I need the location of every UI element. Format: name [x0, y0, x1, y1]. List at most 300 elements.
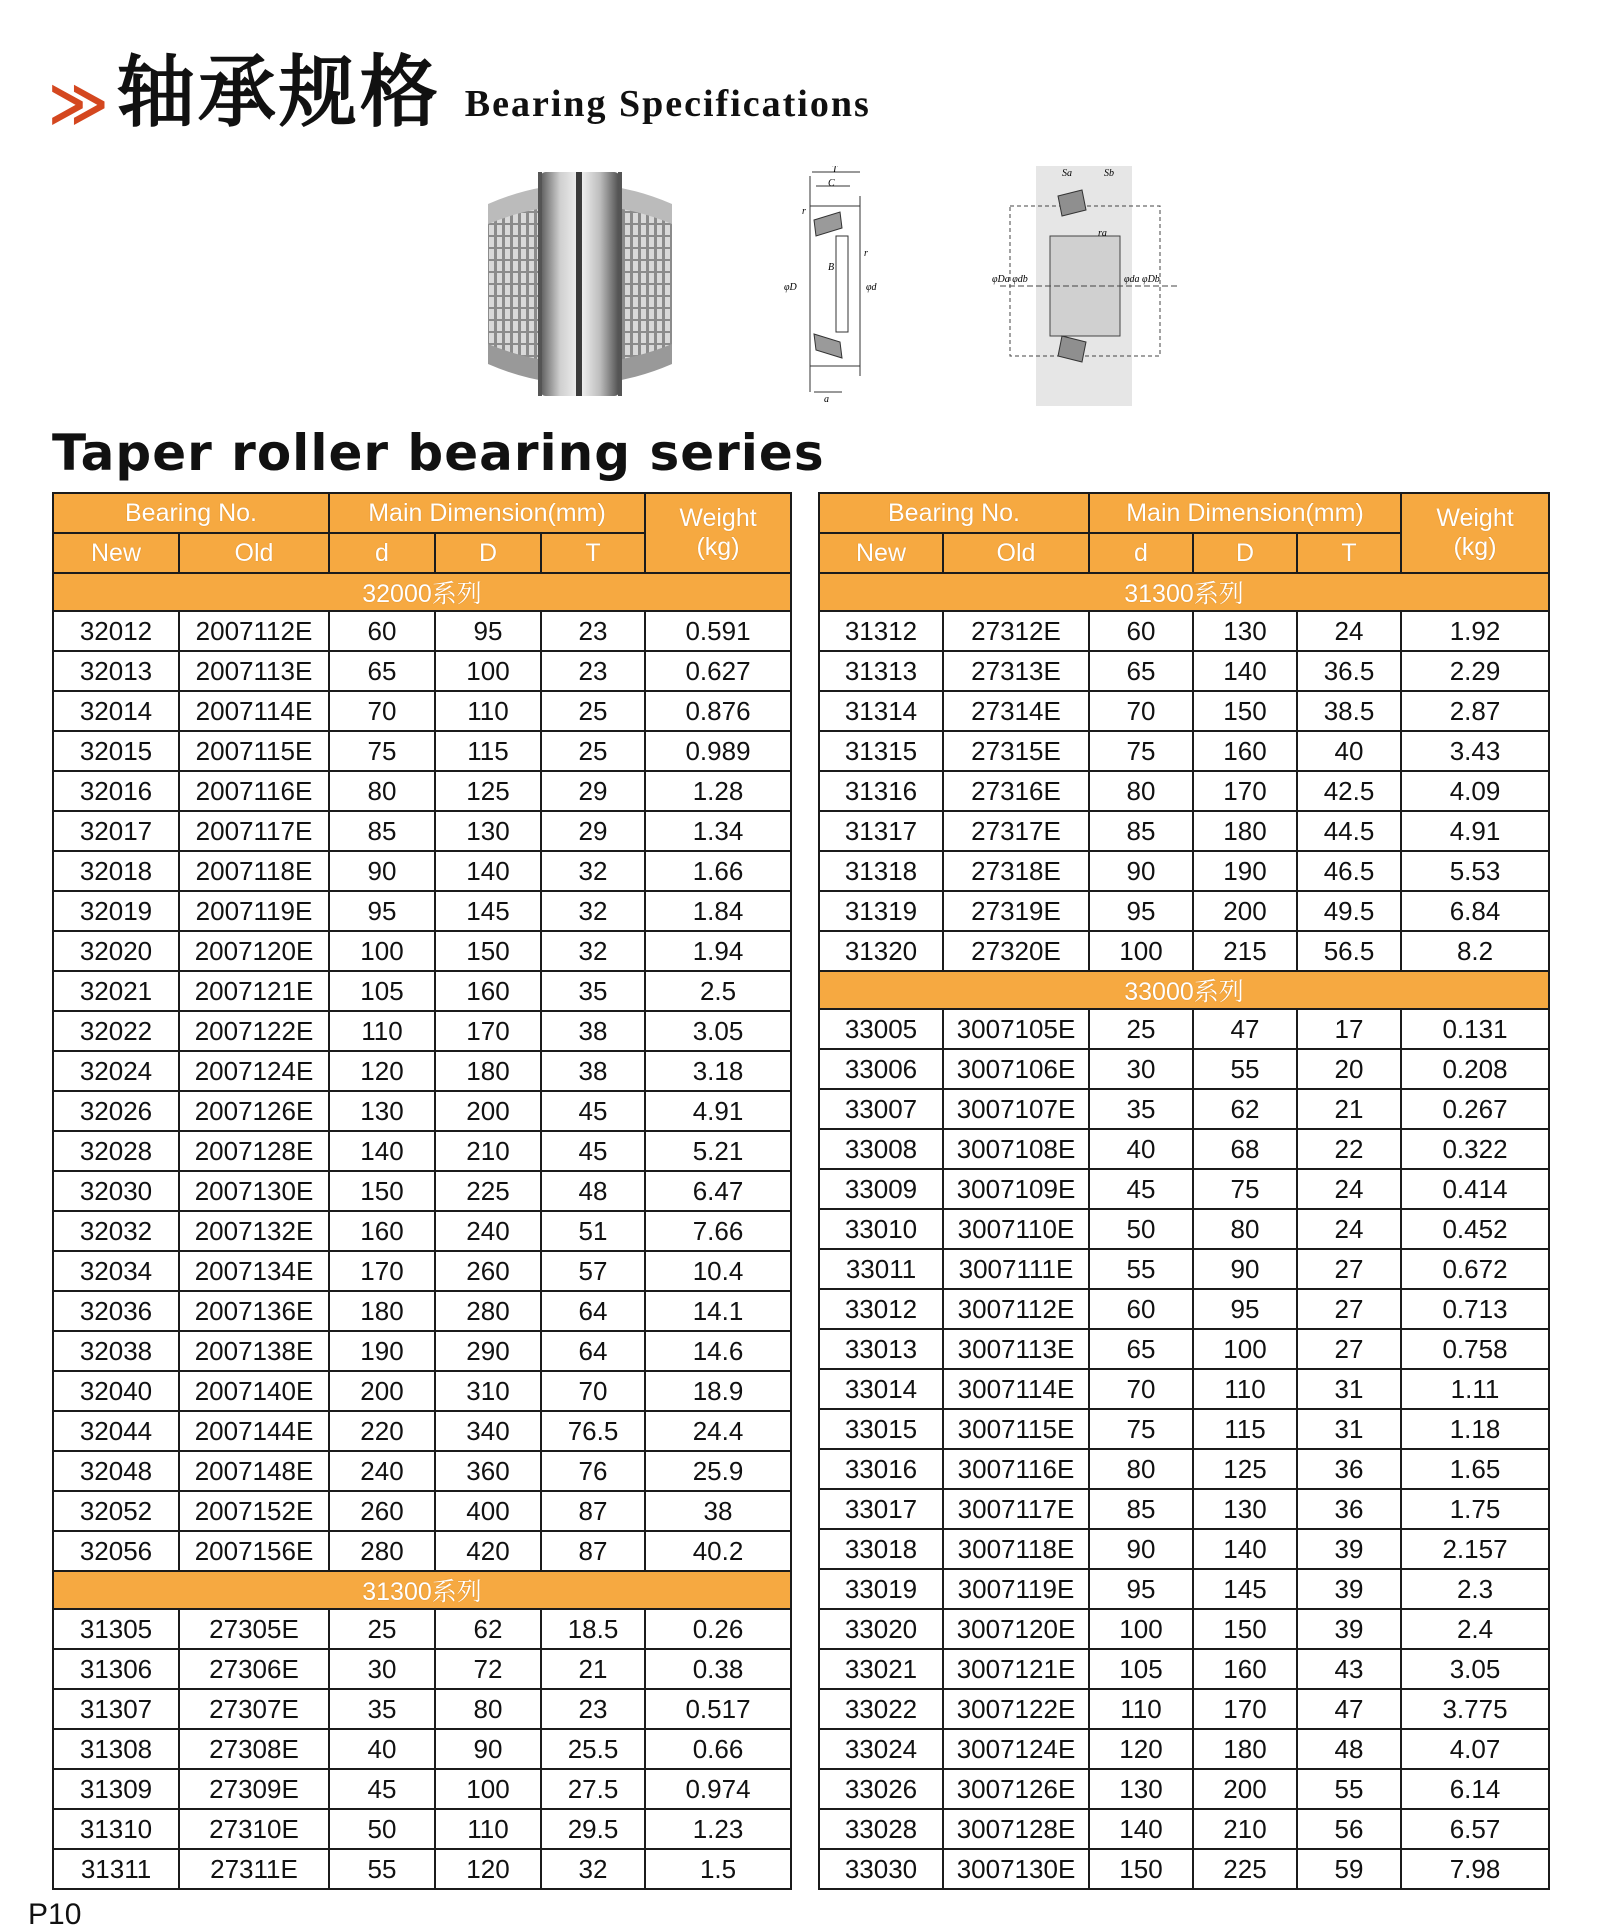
table-row [819, 811, 1549, 851]
cell-old: 3007115E [943, 1409, 1089, 1449]
cell-new: 33007 [819, 1089, 943, 1129]
table-row [819, 691, 1549, 731]
cell-new: 32013 [53, 651, 179, 691]
cell-d: 120 [329, 1051, 435, 1091]
cell-d: 95 [1089, 1569, 1193, 1609]
table-row [819, 851, 1549, 891]
cell-T: 24 [1297, 1209, 1401, 1249]
cell-weight: 1.65 [1401, 1449, 1549, 1489]
cell-T: 25 [541, 691, 645, 731]
cell-d: 90 [1089, 851, 1193, 891]
cell-old: 2007126E [179, 1091, 329, 1131]
cell-weight: 4.91 [645, 1091, 791, 1131]
svg-text:r: r [864, 248, 868, 259]
cell-T: 56.5 [1297, 931, 1401, 971]
page-header [48, 42, 871, 138]
cell-old: 27306E [179, 1649, 329, 1689]
cell-d: 60 [1089, 611, 1193, 651]
table-row [819, 771, 1549, 811]
header-d-small: d [329, 533, 435, 573]
cell-old: 27320E [943, 931, 1089, 971]
cell-D: 260 [435, 1251, 541, 1291]
cell-old: 3007124E [943, 1729, 1089, 1769]
cell-old: 3007122E [943, 1689, 1089, 1729]
cell-new: 31319 [819, 891, 943, 931]
cell-weight: 6.14 [1401, 1769, 1549, 1809]
svg-text:φDa φdb: φDa φdb [992, 274, 1028, 285]
cell-T: 40 [1297, 731, 1401, 771]
cell-old: 2007112E [179, 611, 329, 651]
cell-D: 160 [1193, 1649, 1297, 1689]
cell-old: 27315E [943, 731, 1089, 771]
cell-weight: 25.9 [645, 1451, 791, 1491]
cell-old: 2007156E [179, 1531, 329, 1571]
cell-D: 145 [1193, 1569, 1297, 1609]
cell-d: 150 [329, 1171, 435, 1211]
svg-text:Sa: Sa [1062, 168, 1072, 179]
cell-T: 57 [541, 1251, 645, 1291]
cell-weight: 4.07 [1401, 1729, 1549, 1769]
cell-new: 31305 [53, 1609, 179, 1649]
svg-text:r: r [802, 206, 806, 217]
cell-weight: 18.9 [645, 1371, 791, 1411]
series-group-label: 32000系列 [53, 573, 791, 611]
cell-D: 100 [1193, 1329, 1297, 1369]
cell-new: 31311 [53, 1849, 179, 1889]
series-group-label: 31300系列 [819, 573, 1549, 611]
cell-D: 100 [435, 651, 541, 691]
table-row [819, 611, 1549, 651]
cell-d: 70 [1089, 1369, 1193, 1409]
cell-T: 45 [541, 1131, 645, 1171]
table-row [53, 651, 791, 691]
table-row [53, 1849, 791, 1889]
cell-D: 170 [1193, 771, 1297, 811]
cell-d: 95 [1089, 891, 1193, 931]
table-row [819, 1769, 1549, 1809]
cell-D: 180 [1193, 811, 1297, 851]
cell-new: 32019 [53, 891, 179, 931]
cell-weight: 24.4 [645, 1411, 791, 1451]
cell-T: 64 [541, 1331, 645, 1371]
cell-old: 2007120E [179, 931, 329, 971]
table-row [53, 1451, 791, 1491]
header-t: T [541, 533, 645, 573]
cell-d: 110 [329, 1011, 435, 1051]
table-row [53, 1291, 791, 1331]
cell-D: 110 [435, 1809, 541, 1849]
cell-T: 39 [1297, 1569, 1401, 1609]
cell-D: 95 [435, 611, 541, 651]
cell-D: 150 [1193, 691, 1297, 731]
cell-old: 3007128E [943, 1809, 1089, 1849]
cell-old: 27318E [943, 851, 1089, 891]
table-body-left [53, 573, 791, 1889]
cell-D: 80 [1193, 1209, 1297, 1249]
table-row [819, 1249, 1549, 1289]
header-weight-unit: (kg) [1453, 533, 1497, 561]
table-row [53, 691, 791, 731]
cell-T: 32 [541, 851, 645, 891]
cell-D: 340 [435, 1411, 541, 1451]
bearing-photo [480, 164, 680, 404]
header-weight-label: Weight [679, 504, 757, 532]
cell-new: 31316 [819, 771, 943, 811]
cell-T: 32 [541, 931, 645, 971]
cell-T: 36 [1297, 1449, 1401, 1489]
table-row [819, 1409, 1549, 1449]
cell-weight: 14.6 [645, 1331, 791, 1371]
cell-old: 2007136E [179, 1291, 329, 1331]
cell-weight: 1.18 [1401, 1409, 1549, 1449]
cell-old: 2007122E [179, 1011, 329, 1051]
mounting-diagram [990, 166, 1190, 406]
cell-weight: 3.43 [1401, 731, 1549, 771]
cell-new: 31320 [819, 931, 943, 971]
svg-text:ra: ra [1098, 228, 1107, 239]
series-group-row [53, 573, 791, 611]
cell-new: 32056 [53, 1531, 179, 1571]
cell-T: 32 [541, 891, 645, 931]
cell-weight: 0.38 [645, 1649, 791, 1689]
cell-new: 33024 [819, 1729, 943, 1769]
cell-D: 310 [435, 1371, 541, 1411]
cell-D: 95 [1193, 1289, 1297, 1329]
cell-T: 56 [1297, 1809, 1401, 1849]
cell-T: 38.5 [1297, 691, 1401, 731]
cell-new: 33028 [819, 1809, 943, 1849]
cell-old: 27309E [179, 1769, 329, 1809]
table-row [819, 651, 1549, 691]
page-title-en: Bearing Specifications [464, 83, 871, 125]
cell-T: 36 [1297, 1489, 1401, 1529]
cell-T: 31 [1297, 1409, 1401, 1449]
cell-T: 27 [1297, 1289, 1401, 1329]
cell-d: 130 [329, 1091, 435, 1131]
cell-D: 290 [435, 1331, 541, 1371]
cell-d: 140 [329, 1131, 435, 1171]
cell-d: 55 [1089, 1249, 1193, 1289]
cell-old: 3007112E [943, 1289, 1089, 1329]
table-row [819, 891, 1549, 931]
table-row [819, 1689, 1549, 1729]
cell-T: 22 [1297, 1129, 1401, 1169]
table-row [53, 971, 791, 1011]
cell-T: 27 [1297, 1329, 1401, 1369]
cell-T: 48 [541, 1171, 645, 1211]
cell-new: 32034 [53, 1251, 179, 1291]
cell-new: 31313 [819, 651, 943, 691]
table-row [53, 1051, 791, 1091]
cell-weight: 1.75 [1401, 1489, 1549, 1529]
cell-D: 72 [435, 1649, 541, 1689]
header-d-large: D [1193, 533, 1297, 573]
cell-new: 33018 [819, 1529, 943, 1569]
cell-d: 100 [1089, 931, 1193, 971]
cell-old: 3007106E [943, 1049, 1089, 1089]
cell-old: 2007144E [179, 1411, 329, 1451]
cell-D: 62 [1193, 1089, 1297, 1129]
cell-T: 38 [541, 1051, 645, 1091]
cell-T: 35 [541, 971, 645, 1011]
cell-weight: 0.414 [1401, 1169, 1549, 1209]
cell-T: 70 [541, 1371, 645, 1411]
table-row [819, 1449, 1549, 1489]
header-weight [645, 493, 791, 573]
cell-new: 32026 [53, 1091, 179, 1131]
cell-weight: 0.26 [645, 1609, 791, 1649]
cell-new: 32024 [53, 1051, 179, 1091]
cell-new: 33022 [819, 1689, 943, 1729]
cell-T: 24 [1297, 1169, 1401, 1209]
cell-d: 80 [1089, 771, 1193, 811]
cell-d: 30 [329, 1649, 435, 1689]
cell-new: 32052 [53, 1491, 179, 1531]
cell-old: 3007130E [943, 1849, 1089, 1889]
cell-T: 23 [541, 1689, 645, 1729]
cell-old: 2007117E [179, 811, 329, 851]
header-new: New [53, 533, 179, 573]
cell-weight: 1.34 [645, 811, 791, 851]
cell-new: 33012 [819, 1289, 943, 1329]
cell-D: 130 [1193, 1489, 1297, 1529]
header-weight-unit: (kg) [696, 533, 740, 561]
cell-old: 3007114E [943, 1369, 1089, 1409]
cell-new: 32020 [53, 931, 179, 971]
cell-new: 31317 [819, 811, 943, 851]
svg-text:φda φDb: φda φDb [1124, 274, 1160, 285]
cell-D: 160 [1193, 731, 1297, 771]
cell-d: 260 [329, 1491, 435, 1531]
header-bearing-no: Bearing No. [53, 493, 329, 533]
cell-T: 27.5 [541, 1769, 645, 1809]
table-row [53, 1531, 791, 1571]
cell-weight: 0.591 [645, 611, 791, 651]
spec-table-left [52, 492, 792, 1890]
svg-text:B: B [828, 262, 835, 273]
cell-d: 110 [1089, 1689, 1193, 1729]
cell-T: 31 [1297, 1369, 1401, 1409]
cell-T: 23 [541, 611, 645, 651]
table-row [53, 1411, 791, 1451]
cell-weight: 7.66 [645, 1211, 791, 1251]
cell-weight: 2.4 [1401, 1609, 1549, 1649]
cell-old: 3007126E [943, 1769, 1089, 1809]
cell-d: 45 [329, 1769, 435, 1809]
cell-T: 43 [1297, 1649, 1401, 1689]
cell-weight: 2.29 [1401, 651, 1549, 691]
cell-T: 29.5 [541, 1809, 645, 1849]
cell-weight: 1.5 [645, 1849, 791, 1889]
cell-D: 210 [1193, 1809, 1297, 1849]
cell-d: 150 [1089, 1849, 1193, 1889]
cell-D: 200 [1193, 1769, 1297, 1809]
cell-old: 27311E [179, 1849, 329, 1889]
cell-old: 3007120E [943, 1609, 1089, 1649]
cell-old: 3007105E [943, 1009, 1089, 1049]
cell-D: 225 [1193, 1849, 1297, 1889]
cell-T: 42.5 [1297, 771, 1401, 811]
cell-T: 29 [541, 771, 645, 811]
cell-D: 145 [435, 891, 541, 931]
table-row [819, 1609, 1549, 1649]
table-row [819, 1289, 1549, 1329]
cell-old: 2007140E [179, 1371, 329, 1411]
cell-weight: 10.4 [645, 1251, 791, 1291]
cell-d: 100 [329, 931, 435, 971]
header-new: New [819, 533, 943, 573]
cell-d: 45 [1089, 1169, 1193, 1209]
table-row [53, 1769, 791, 1809]
cell-D: 90 [435, 1729, 541, 1769]
cell-new: 33010 [819, 1209, 943, 1249]
cell-weight: 0.517 [645, 1689, 791, 1729]
cell-new: 33016 [819, 1449, 943, 1489]
cell-d: 40 [1089, 1129, 1193, 1169]
cell-new: 32030 [53, 1171, 179, 1211]
illustrations [460, 160, 1240, 410]
table-row [819, 1089, 1549, 1129]
cell-T: 29 [541, 811, 645, 851]
cell-new: 32022 [53, 1011, 179, 1051]
cell-D: 100 [435, 1769, 541, 1809]
cell-weight: 3.05 [1401, 1649, 1549, 1689]
table-row [53, 1729, 791, 1769]
cell-weight: 0.66 [645, 1729, 791, 1769]
table-row [53, 1491, 791, 1531]
cell-weight: 0.713 [1401, 1289, 1549, 1329]
cell-weight: 0.452 [1401, 1209, 1549, 1249]
header-main-dimension: Main Dimension(mm) [329, 493, 645, 533]
cell-d: 95 [329, 891, 435, 931]
cell-d: 65 [1089, 651, 1193, 691]
cell-T: 51 [541, 1211, 645, 1251]
cell-new: 32015 [53, 731, 179, 771]
table-row [53, 1251, 791, 1291]
spec-table-right [818, 492, 1550, 1890]
cell-old: 3007119E [943, 1569, 1089, 1609]
series-group-label: 31300系列 [53, 1571, 791, 1609]
cell-weight: 0.974 [645, 1769, 791, 1809]
svg-text:φD: φD [784, 282, 797, 293]
cell-D: 200 [435, 1091, 541, 1131]
cell-d: 240 [329, 1451, 435, 1491]
cell-D: 125 [435, 771, 541, 811]
cell-old: 2007118E [179, 851, 329, 891]
header-old: Old [943, 533, 1089, 573]
cell-weight: 0.672 [1401, 1249, 1549, 1289]
cell-new: 33013 [819, 1329, 943, 1369]
table-row [53, 1331, 791, 1371]
cell-d: 85 [329, 811, 435, 851]
cell-new: 33014 [819, 1369, 943, 1409]
cell-D: 55 [1193, 1049, 1297, 1089]
header-t: T [1297, 533, 1401, 573]
cell-d: 85 [1089, 1489, 1193, 1529]
cell-weight: 1.84 [645, 891, 791, 931]
cell-new: 31306 [53, 1649, 179, 1689]
cell-d: 50 [1089, 1209, 1193, 1249]
cell-D: 170 [435, 1011, 541, 1051]
cell-d: 40 [329, 1729, 435, 1769]
table-row [53, 1171, 791, 1211]
cell-d: 65 [329, 651, 435, 691]
cell-old: 3007110E [943, 1209, 1089, 1249]
table-row [819, 1809, 1549, 1849]
cell-T: 36.5 [1297, 651, 1401, 691]
cell-old: 27314E [943, 691, 1089, 731]
cell-d: 70 [1089, 691, 1193, 731]
cell-old: 2007128E [179, 1131, 329, 1171]
header-bearing-no: Bearing No. [819, 493, 1089, 533]
cell-weight: 1.28 [645, 771, 791, 811]
cell-weight: 6.84 [1401, 891, 1549, 931]
cell-weight: 0.758 [1401, 1329, 1549, 1369]
cell-weight: 38 [645, 1491, 791, 1531]
cell-weight: 1.23 [645, 1809, 791, 1849]
cell-d: 90 [329, 851, 435, 891]
cell-d: 60 [329, 611, 435, 651]
cell-D: 75 [1193, 1169, 1297, 1209]
cell-weight: 2.87 [1401, 691, 1549, 731]
cell-d: 130 [1089, 1769, 1193, 1809]
cell-T: 59 [1297, 1849, 1401, 1889]
table-row [53, 1689, 791, 1729]
cell-weight: 1.66 [645, 851, 791, 891]
table-row [53, 1211, 791, 1251]
table-row [819, 1369, 1549, 1409]
cell-new: 32048 [53, 1451, 179, 1491]
cell-D: 240 [435, 1211, 541, 1251]
cell-d: 170 [329, 1251, 435, 1291]
cell-old: 2007134E [179, 1251, 329, 1291]
svg-text:T: T [832, 166, 838, 175]
table-row [819, 931, 1549, 971]
cell-weight: 1.92 [1401, 611, 1549, 651]
cell-d: 65 [1089, 1329, 1193, 1369]
cell-old: 3007109E [943, 1169, 1089, 1209]
table-row [53, 851, 791, 891]
cell-T: 48 [1297, 1729, 1401, 1769]
cell-new: 33011 [819, 1249, 943, 1289]
table-row [819, 1209, 1549, 1249]
cell-T: 87 [541, 1531, 645, 1571]
table-row [819, 1129, 1549, 1169]
cell-new: 31310 [53, 1809, 179, 1849]
cell-d: 105 [1089, 1649, 1193, 1689]
cell-D: 360 [435, 1451, 541, 1491]
series-group-row [819, 573, 1549, 611]
cell-D: 140 [1193, 651, 1297, 691]
cell-D: 150 [1193, 1609, 1297, 1649]
cell-new: 33005 [819, 1009, 943, 1049]
cell-weight: 3.775 [1401, 1689, 1549, 1729]
cell-D: 110 [1193, 1369, 1297, 1409]
table-row [819, 1329, 1549, 1369]
header-weight [1401, 493, 1549, 573]
cell-old: 27312E [943, 611, 1089, 651]
cell-T: 76.5 [541, 1411, 645, 1451]
cell-d: 140 [1089, 1809, 1193, 1849]
cell-d: 70 [329, 691, 435, 731]
cell-weight: 0.131 [1401, 1009, 1549, 1049]
cell-T: 64 [541, 1291, 645, 1331]
cell-T: 76 [541, 1451, 645, 1491]
cell-D: 160 [435, 971, 541, 1011]
cell-T: 39 [1297, 1529, 1401, 1569]
table-row [819, 1849, 1549, 1889]
table-row [819, 1049, 1549, 1089]
